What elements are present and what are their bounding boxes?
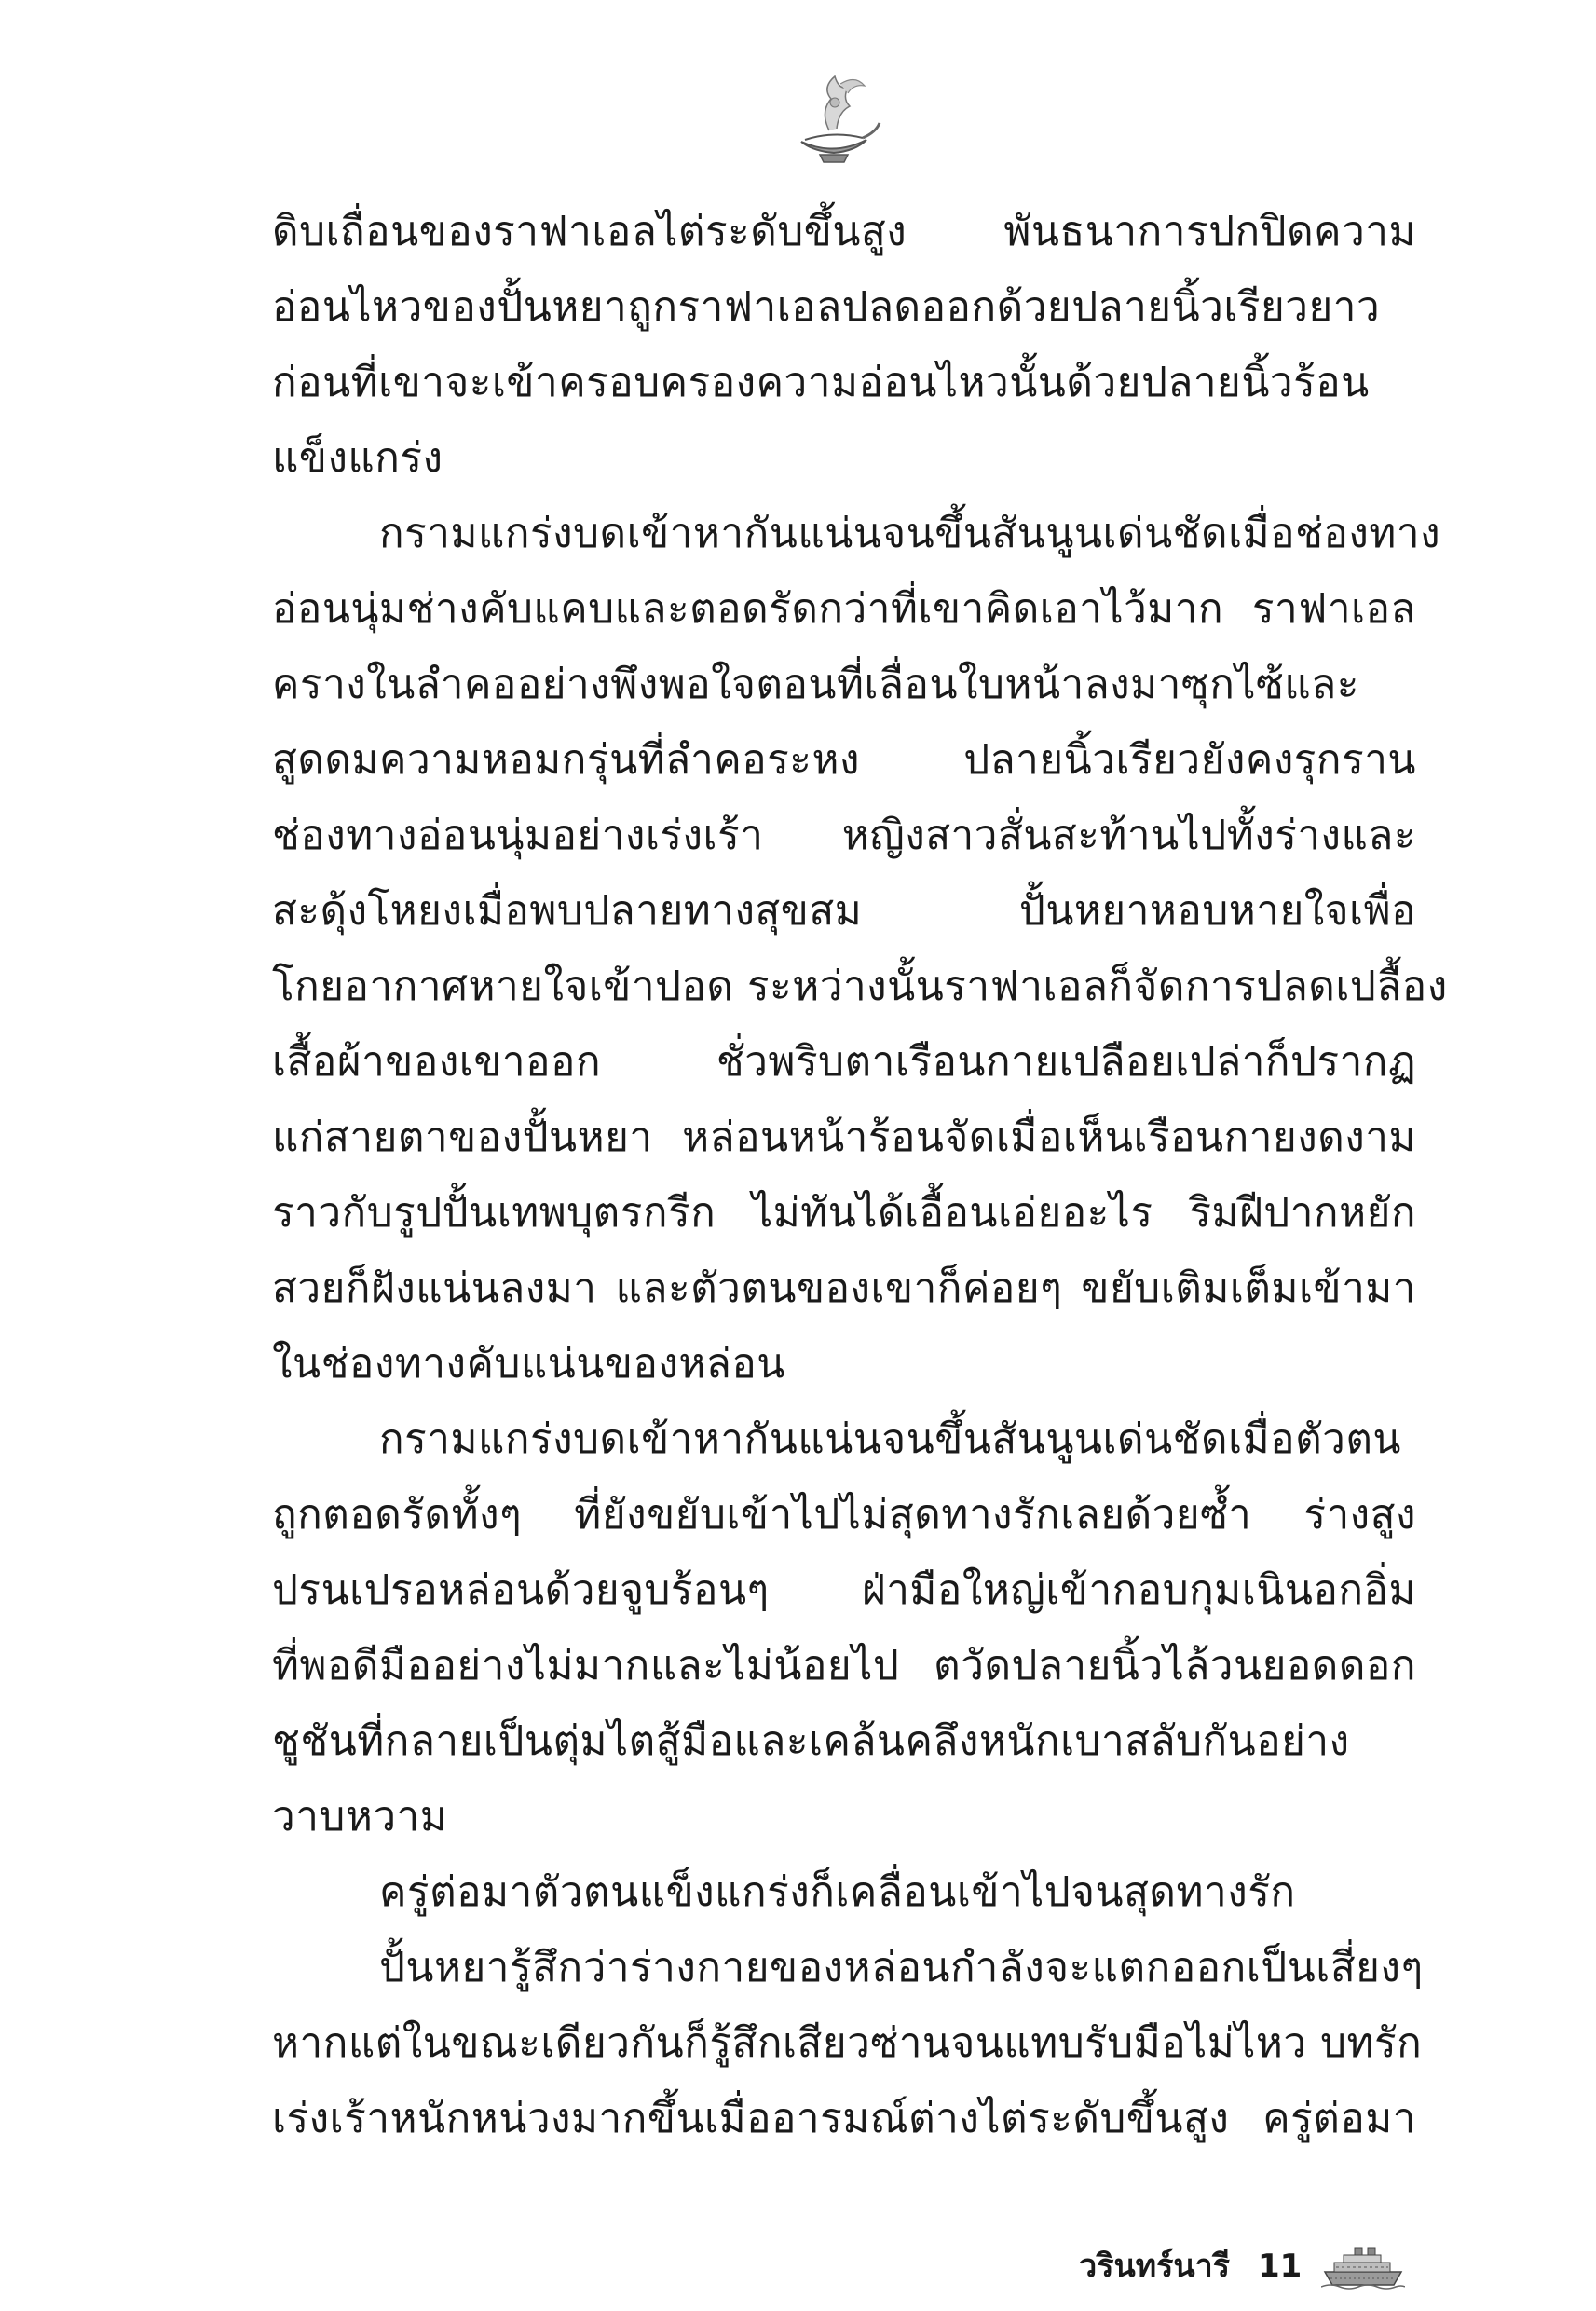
text-line: ดิบเถื่อนของราฟาเอลไต่ระดับขึ้นสูง พันธนาการปกปิดความ: [272, 208, 1416, 255]
text-line: ครู่ต่อมาตัวตนแข็งแกร่งก็เคลื่อนเข้าไปจนสุดทางรัก: [379, 1868, 1296, 1916]
text-line: ช่องทางอ่อนนุ่มอย่างเร่งเร้า หญิงสาวสั่นสะท้านไปทั้งร่างและ: [272, 812, 1416, 859]
text-line: ในช่องทางคับแน่นของหล่อน: [272, 1340, 785, 1388]
text-line: อ่อนนุ่มช่างคับแคบและตอดรัดกว่าที่เขาคิดเอาไว้มาก ราฟาเอล: [272, 585, 1416, 633]
text-line: สวยก็ฝังแน่นลงมา และตัวตนของเขาก็ค่อยๆ ขยับเติมเต็มเข้ามา: [272, 1265, 1416, 1312]
text-line: แก่สายตาของปั้นหยา หล่อนหน้าร้อนจัดเมื่อเห็นเรือนกายงดงาม: [272, 1114, 1416, 1161]
text-line: โกยอากาศหายใจเข้าปอด ระหว่างนั้นราฟาเอลก็จัดการปลดเปลื้อง: [272, 963, 1448, 1010]
text-line: เร่งเร้าหนักหน่วงมากขึ้นเมื่ออารมณ์ต่างไต่ระดับขึ้นสูง ครู่ต่อมา: [272, 2095, 1416, 2142]
page-body: [272, 194, 1448, 2156]
text-line: กรามแกร่งบดเข้าหากันแน่นจนขึ้นสันนูนเด่นชัดเมื่อตัวตน: [379, 1415, 1402, 1463]
text-line: ที่พอดีมืออย่างไม่มากและไม่น้อยไป ตวัดปลายนิ้วไล้วนยอดดอก: [272, 1642, 1416, 1689]
text-line: ปั้นหยารู้สึกว่าร่างกายของหล่อนกำลังจะแตกออกเป็นเสี่ยงๆ: [379, 1944, 1424, 1991]
text-line: กรามแกร่งบดเข้าหากันแน่นจนขึ้นสันนูนเด่นชัดเมื่อช่องทาง: [379, 510, 1441, 557]
genie-lamp-icon: [783, 65, 885, 168]
book-title: วรินทร์นารี: [1079, 2248, 1230, 2285]
text-line: แข็งแกร่ง: [272, 434, 443, 482]
text-line: สะดุ้งโหยงเมื่อพบปลายทางสุขสม ปั้นหยาหอบหายใจเพื่อ: [272, 887, 1416, 935]
text-line: หากแต่ในขณะเดียวกันก็รู้สึกเสียวซ่านจนแทบรับมือไม่ไหว บทรัก: [272, 2019, 1423, 2067]
text-line: ชูชันที่กลายเป็นตุ่มไตสู้มือและเคล้นคลึงหนักเบาสลับกันอย่าง: [272, 1717, 1350, 1765]
text-line: วาบหวาม: [272, 1793, 448, 1840]
text-line: ราวกับรูปปั้นเทพบุตรกรีก ไม่ทันได้เอื้อนเอ่ยอะไร ริมฝีปากหยัก: [272, 1189, 1416, 1237]
ship-icon: [1321, 2244, 1405, 2290]
text-line: อ่อนไหวของปั้นหยาถูกราฟาเอลปลดออกด้วยปลายนิ้วเรียวยาว: [272, 283, 1381, 331]
text-line: ครางในลำคออย่างพึงพอใจตอนที่เลื่อนใบหน้าลงมาซุกไซ้และ: [272, 661, 1359, 708]
text-line: เสื้อผ้าของเขาออก ชั่วพริบตาเรือนกายเปลือยเปล่าก็ปรากฏ: [272, 1038, 1416, 1086]
page-footer: [1025, 2240, 1398, 2296]
text-line: สูดดมความหอมกรุ่นที่ลำคอระหง ปลายนิ้วเรียวยังคงรุกราน: [272, 736, 1416, 784]
text-line: ปรนเปรอหล่อนด้วยจูบร้อนๆ ฝ่ามือใหญ่เข้ากอบกุมเนินอกอิ่ม: [272, 1566, 1416, 1614]
text-line: ก่อนที่เขาจะเข้าครอบครองความอ่อนไหวนั้นด้วยปลายนิ้วร้อน: [272, 359, 1370, 406]
page-number: 11: [1258, 2248, 1303, 2285]
text-line: ถูกตอดรัดทั้งๆ ที่ยังขยับเข้าไปไม่สุดทางรักเลยด้วยซ้ำ ร่างสูง: [272, 1491, 1416, 1538]
